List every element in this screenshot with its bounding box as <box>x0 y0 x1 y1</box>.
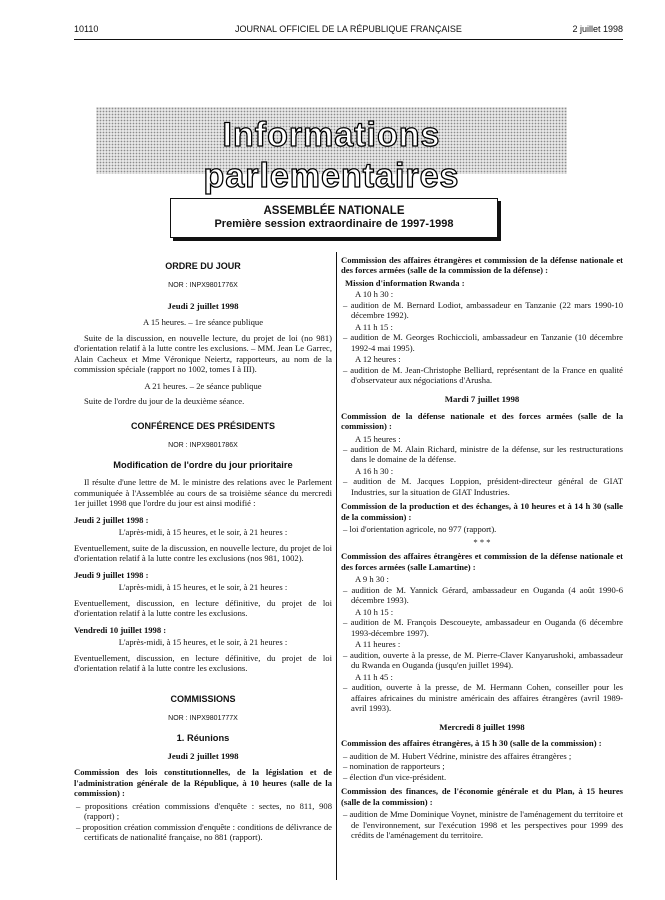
entry-text: – nomination de rapporteurs ; <box>343 761 445 772</box>
entry-time: A 12 heures : <box>355 354 401 365</box>
session-time: A 15 heures. – 1re séance publique <box>142 317 264 328</box>
entry-text: – audition de M. François Descoueyte, ambassadeur en Ouganda (6 décembre 1993-décembre 1997). <box>343 617 623 638</box>
column-divider <box>336 252 337 880</box>
session-title: Première session extraordinaire de 1997-1998 <box>214 218 454 231</box>
entry-text: – audition de M. Jacques Loppion, président-directeur général de GIAT Industries, sur la situation de GIAT Industries. <box>343 476 623 497</box>
day-heading: Mercredi 8 juillet 1998 <box>439 721 525 732</box>
issue-date: 2 juillet 1998 <box>572 24 623 34</box>
entry-text: – audition de M. Hubert Védrine, ministre des affaires étrangères ; <box>343 750 572 761</box>
day-heading: Jeudi 2 juillet 1998 <box>167 750 239 761</box>
right-column <box>341 255 623 841</box>
entry-text: – audition de M. Bernard Lodiot, ambassadeur en Tanzanie (22 mars 1990-10 décembre 1992). <box>343 299 623 321</box>
reunions-heading: 1. Réunions <box>176 733 230 744</box>
item-time: L'après-midi, à 15 heures, et le soir, à 21 heures : <box>118 582 288 593</box>
item-time: L'après-midi, à 15 heures, et le soir, à 21 heures : <box>118 637 288 648</box>
commission-title <box>341 551 623 572</box>
list-item: – proposition création commission d'enquête : conditions de délivrance de certificats de nationalité française, no 881 (rapport). <box>76 821 332 843</box>
journal-title: JOURNAL OFFICIEL DE LA RÉPUBLIQUE FRANÇAISE <box>235 24 462 34</box>
entry-text: – audition de M. Georges Rochiccioli, ambassadeur en Tanzanie (10 décembre 1992-4 mai 1995). <box>343 332 623 353</box>
separator-stars: * * * <box>473 536 491 547</box>
commission-name: Commission des finances, de l'économie générale et du Plan, à 15 heures (salle de la commission) : <box>341 786 623 807</box>
item-text: Eventuellement, discussion, en lecture définitive, du projet de loi d'orientation relatif à la lutte contre les exclusions. <box>74 652 332 674</box>
entry-time: A 16 h 30 : <box>355 465 394 476</box>
entry-text: – audition de M. Jean-Christophe Belliard, représentant de la France en qualité d'observateur aux négociations d'Arusha. <box>343 364 623 386</box>
entry-text: – audition de Mme Dominique Voynet, ministre de l'aménagement du territoire et de l'environnement, sur l'exécution 1998 et les perspectives pour 1999 des crédits de l'aménagement du territoire. <box>343 809 623 841</box>
assembly-title: ASSEMBLÉE NATIONALE <box>263 205 405 217</box>
commission-title <box>341 738 623 748</box>
item-day: Jeudi 2 juillet 1998 : <box>74 514 149 525</box>
entry-text: – loi d'orientation agricole, no 977 (rapport). <box>343 524 497 535</box>
list-item: – propositions création commissions d'enquête : sectes, no 811, 908 (rapport) ; <box>76 800 332 822</box>
entry-time: A 10 h 30 : <box>355 289 394 300</box>
nor-reference: NOR : INPX9801786X <box>168 441 238 449</box>
commission-name: Commission des affaires étrangères, à 15 h 30 (salle de la commission) : <box>341 738 602 749</box>
commission-name: Commission des affaires étrangères et commission de la défense nationale et des forces armées (salle Lamartine) : <box>341 551 623 572</box>
page-number: 10110 <box>74 24 99 34</box>
entry-time: A 15 heures : <box>355 433 401 444</box>
commission-title <box>341 255 623 276</box>
header-rule <box>74 39 623 40</box>
session-time: A 21 heures. – 2e séance publique <box>144 380 262 391</box>
modification-heading: Modification de l'ordre du jour prioritaire <box>113 460 293 471</box>
item-text: Eventuellement, discussion, en lecture définitive, du projet de loi d'orientation relatif à la lutte contre les exclusions. <box>74 597 332 619</box>
mission-heading: Mission d'information Rwanda : <box>345 277 465 288</box>
commission-title <box>341 411 623 432</box>
commission-name: Commission des lois constitutionnelles, de la législation et de l'administration générale de la République, à 10 heures (salle de la commission) : <box>74 767 332 799</box>
commission-name: Commission de la production et des échanges, à 10 heures et à 14 h 30 (salle de la commission) : <box>341 501 623 522</box>
entry-time: A 11 heures : <box>355 639 401 650</box>
conference-heading: CONFÉRENCE DES PRÉSIDENTS <box>130 420 276 431</box>
commission-name: Commission des affaires étrangères et commission de la défense nationale et des forces armées (salle de la commission de la défense) : <box>341 255 623 276</box>
entry-text: – audition, ouverte à la presse, de M. Hermann Cohen, conseiller pour les affaires africaines du ministre américain des affaires étrangères (avril 1989-avril 1993). <box>343 682 623 714</box>
entry-text: – audition, ouverte à la presse, de M. Pierre-Claver Kanyarushoki, ambassadeur du Rwanda en Ouganda (jusqu'en juillet 1994). <box>343 649 623 671</box>
entry-time: A 11 h 45 : <box>355 671 393 682</box>
banner-title: Informations parlementaires <box>203 116 460 196</box>
entry-time: A 10 h 15 : <box>355 606 394 617</box>
entry-time: A 9 h 30 : <box>355 574 389 585</box>
commission-title <box>74 767 332 798</box>
nor-reference: NOR : INPX9801777X <box>168 714 238 722</box>
entry-text: – audition de M. Yannick Gérard, ambassadeur en Ouganda (4 août 1990-6 décembre 1993). <box>343 584 623 606</box>
page-header <box>74 24 623 36</box>
day-heading: Jeudi 2 juillet 1998 <box>167 300 239 311</box>
commissions-heading: COMMISSIONS <box>170 693 236 704</box>
assembly-box <box>170 198 498 238</box>
left-column <box>74 255 332 843</box>
item-time: L'après-midi, à 15 heures, et le soir, à 21 heures : <box>118 527 288 538</box>
nor-reference: NOR : INPX9801776X <box>168 281 238 289</box>
entry-text: – audition de M. Alain Richard, ministre de la défense, sur les restructurations dans le domaine de la défense. <box>343 443 623 465</box>
paragraph: Suite de la discussion, en nouvelle lecture, du projet de loi (no 981) d'orientation relatif à la lutte contre les exclusions. – MM. Jean Le Garrec, Alain Cacheux et Mme Véronique Neiertz, rapporteurs, au nom de la commission spéciale (rapport no 1002, tomes I à III). <box>74 332 332 375</box>
paragraph: Suite de l'ordre du jour de la deuxième séance. <box>84 396 245 407</box>
item-text: Eventuellement, suite de la discussion, en nouvelle lecture, du projet de loi d'orientation relatif à la lutte contre les exclusions (nos 981, 1002). <box>74 542 332 564</box>
commission-name: Commission de la défense nationale et des forces armées (salle de la commission) : <box>341 410 623 432</box>
commission-title <box>341 501 623 522</box>
entry-text: – élection d'un vice-président. <box>343 771 447 782</box>
paragraph: Il résulte d'une lettre de M. le ministre des relations avec le Parlement communiquée à l'Assemblée au cours de sa troisième séance du mercredi 1er juillet 1998 que l'ordre du jour est ainsi modifié : <box>74 477 332 509</box>
item-day: Jeudi 9 juillet 1998 : <box>74 569 149 580</box>
commission-title <box>341 786 623 807</box>
entry-time: A 11 h 15 : <box>355 321 393 332</box>
ordre-du-jour-heading: ORDRE DU JOUR <box>165 261 241 271</box>
day-heading: Mardi 7 juillet 1998 <box>444 393 520 404</box>
item-day: Vendredi 10 juillet 1998 : <box>74 624 167 635</box>
